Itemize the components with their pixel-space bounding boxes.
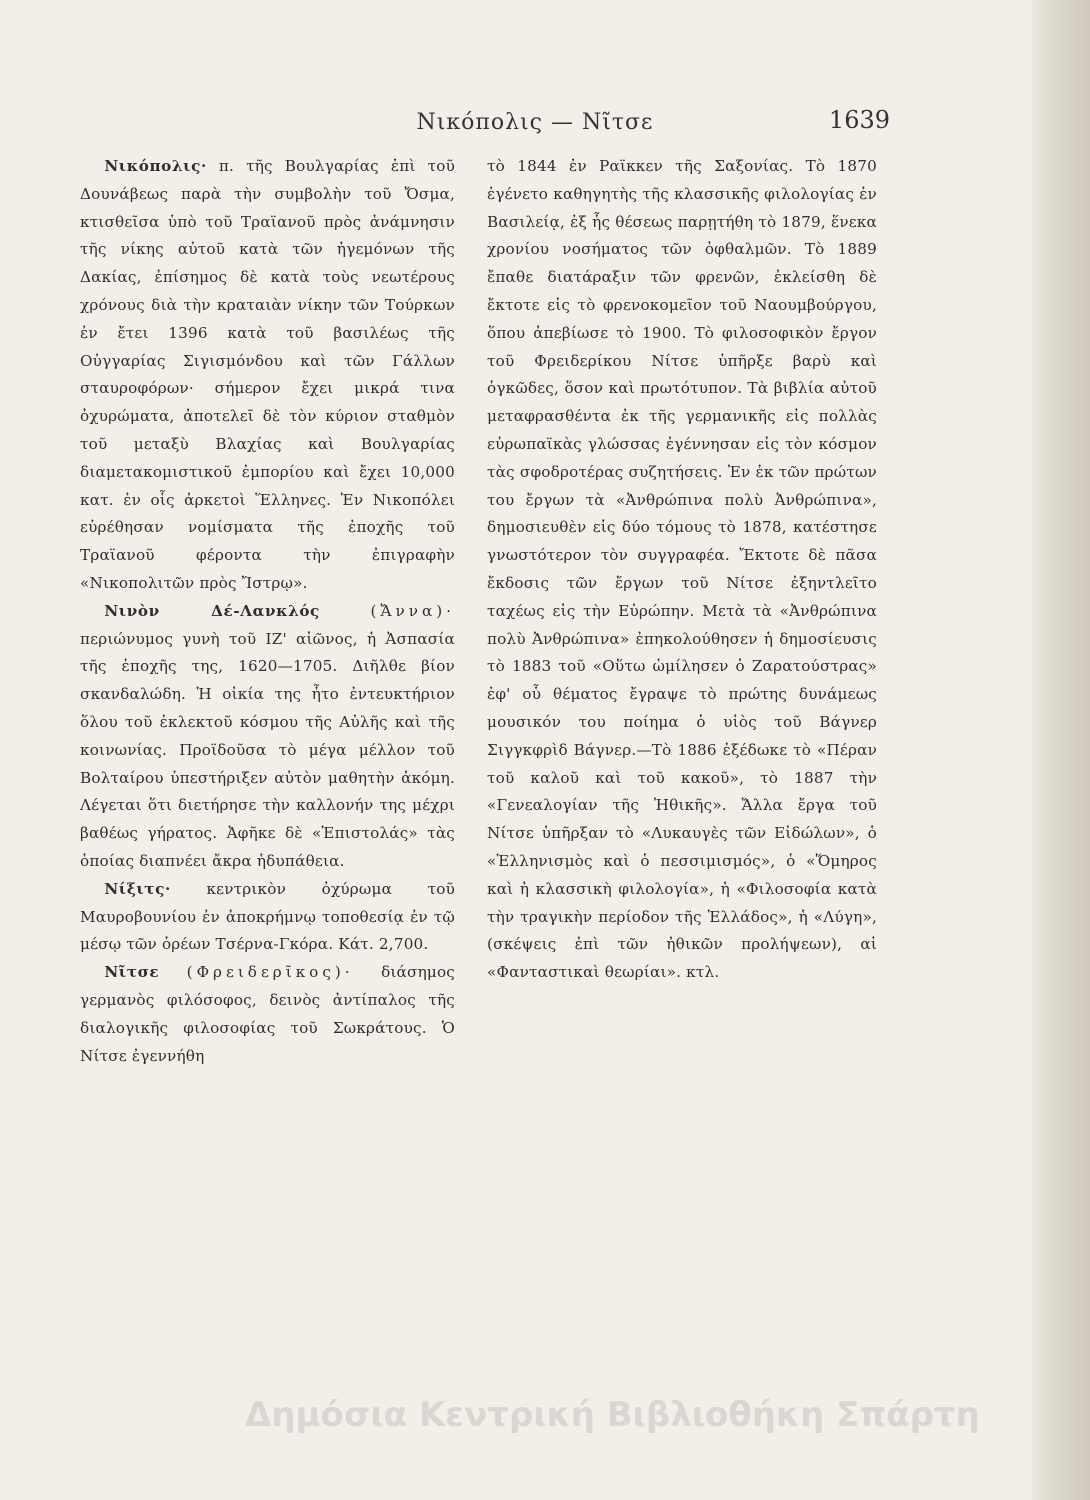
entry-given-name: (Ἄννα)·	[370, 601, 456, 620]
entry-lemma: Νικόπολις·	[104, 157, 207, 175]
entry-nitse	[80, 959, 455, 1070]
entry-body: κεντρικὸν ὀχύρωμα τοῦ Μαυροβουνίου ἐν ἀποκρήμνῳ τοποθεσίᾳ ἐν τῷ μέσῳ τῶν ὀρέων Τσέρνα-Γκόρα. Κάτ. 2,700.	[80, 879, 455, 954]
left-column	[80, 153, 455, 1493]
entry-nikopolis	[80, 153, 455, 598]
entry-nitse-continuation: τὸ 1844 ἐν Ραϊκκεν τῆς Σαξονίας. Τὸ 1870 ἐγένετο καθηγητὴς τῆς κλασσικῆς φιλολογίας ἐν Βασιλείᾳ, ἐξ ἧς θέσεως παρῃτήθη τὸ 1879, ἕνεκα χρονίου νοσήματος τῶν ὀφθαλμῶν. Τὸ 1889 ἔπαθε διατάραξιν τῶν φρενῶν, ἐκλείσθη δὲ ἔκτοτε εἰς τὸ φρενοκομεῖον τοῦ Ναουμβούργου, ὅπου ἀπεβίωσε τὸ 1900. Τὸ φιλοσοφικὸν ἔργον τοῦ Φρειδερίκου Νίτσε ὑπῆρξε βαρὺ καὶ ὀγκῶδες, ὅσον καὶ πρωτότυπον. Τὰ βιβλία αὐτοῦ μεταφρασθέντα ἐκ τῆς γερμανικῆς εἰς πολλὰς εὐρωπαϊκὰς γλώσσας ἐγέννησαν εἰς τὸν κόσμον τὰς σφοδροτέρας συζητήσεις. Ἐν ἐκ τῶν πρώτων του ἔργων τὰ «Ἀνθρώπινα πολὺ Ἀνθρώπινα», δημοσιευθὲν εἰς δύο τόμους τὸ 1878, κατέστησε γνωστότερον τὸν συγγραφέα. Ἔκτοτε δὲ πᾶσα ἔκδοσις τῶν ἔργων τοῦ Νίτσε ἐξηντλεῖτο ταχέως εἰς τὴν Εὐρώπην. Μετὰ τὰ «Ἀνθρώπινα πολὺ Ἀνθρώπινα» ἐπηκολούθησεν ἡ δημοσίευσις τὸ 1883 τοῦ «Οὕτω ὡμίλησεν ὁ Ζαρατούστρας» ἐφ' οὗ θέματος ἔγραψε τὸ πρώτης δυνάμεως μουσικόν του ποίημα ὁ υἱὸς τοῦ Βάγνερ Σιγγκφρὶδ Βάγνερ.—Τὸ 1886 ἐξέδωκε τὸ «Πέραν τοῦ καλοῦ καὶ τοῦ κακοῦ», τὸ 1887 τὴν «Γενεαλογίαν τῆς Ἠθικῆς». Ἄλλα ἔργα τοῦ Νίτσε ὑπῆρξαν τὸ «Λυκαυγὲς τῶν Εἰδώλων», ὁ «Ἑλληνισμὸς καὶ ὁ πεσσιμισμός», ὁ «Ὅμηρος καὶ ἡ κλασσικὴ φιλολογία», ἡ «Φιλοσοφία κατὰ τὴν τραγικὴν περίοδον τῆς Ἑλλάδος», ἡ «Λύγη», (σκέψεις ἐπὶ τῶν ἠθικῶν προλήψεων), αἱ «Φανταστικαὶ θεωρίαι». κτλ.	[487, 157, 877, 982]
entry-niksits	[80, 876, 455, 959]
entry-lemma: Νινὸν Δέ-Λανκλός	[104, 601, 320, 620]
right-column	[487, 153, 877, 1493]
page-number: 1639	[828, 106, 890, 134]
entry-lemma: Νίξιτς·	[104, 879, 171, 898]
running-header-title: Νικόπολις — Νῖτσε	[416, 110, 654, 135]
library-watermark: Δημόσια Κεντρική Βιβλιοθήκη Σπάρτη	[245, 1395, 980, 1435]
entry-given-name: (Φρειδερῖκος)·	[186, 963, 354, 982]
entry-body: διάσημος γερμανὸς φιλόσοφος, δεινὸς ἀντίπαλος τῆς διαλογικῆς φιλοσοφίας τοῦ Σωκράτους. Ὁ Νίτσε ἐγεννήθη	[80, 963, 456, 1065]
entry-ninon	[80, 598, 455, 876]
entry-body: περιώνυμος γυνὴ τοῦ ΙΖ' αἰῶνος, ἡ Ἀσπασία τῆς ἐποχῆς της, 1620—1705. Διῆλθε βίον σκανδαλώδη. Ἡ οἰκία της ἦτο ἐντευκτήριον ὅλου τοῦ ἐκλεκτοῦ κόσμου τῆς Αὐλῆς καὶ τῆς κοινωνίας. Προϊδοῦσα τὸ μέγα μέλλον τοῦ Βολταίρου ὑπεστήριξεν αὐτὸν μαθητὴν ἀκόμη. Λέγεται ὅτι διετήρησε τὴν καλλονήν της μέχρι βαθέως γήρατος. Ἀφῆκε δὲ «Ἐπιστολάς» τὰς ὁποίας διαπνέει ἄκρα ἡδυπάθεια.	[80, 629, 455, 870]
entry-body: π. τῆς Βουλγαρίας ἐπὶ τοῦ Δουνάβεως παρὰ τὴν συμβολὴν τοῦ Ὄσμα, κτισθεῖσα ὑπὸ τοῦ Τραϊανοῦ πρὸς ἀνάμνησιν τῆς νίκης αὐτοῦ κατὰ τῶν ἡγεμόνων τῆς Δακίας, ἐπίσημος δὲ κατὰ τοὺς νεωτέρους χρόνους διὰ τὴν κραταιὰν νίκην τῶν Τούρκων ἐν ἔτει 1396 κατὰ τοῦ βασιλέως τῆς Οὐγγαρίας Σιγισμόνδου καὶ τῶν Γάλλων σταυροφόρων· σήμερον ἔχει μικρά τινα ὀχυρώματα, ἀποτελεῖ δὲ τὸν κύριον σταθμὸν τοῦ μεταξὺ Βλαχίας καὶ Βουλγαρίας διαμετακομιστικοῦ ἐμπορίου καὶ ἔχει 10,000 κατ. ἐν οἷς ἀρκετοὶ Ἕλληνες. Ἐν Νικοπόλει εὑρέθησαν νομίσματα τῆς ἐποχῆς τοῦ Τραϊανοῦ φέροντα τὴν ἐπιγραφὴν «Νικοπολιτῶν πρὸς Ἴστρῳ».	[80, 157, 455, 592]
page-spine-shadow	[1032, 0, 1090, 1500]
entry-lemma: Νῖτσε	[104, 963, 160, 982]
